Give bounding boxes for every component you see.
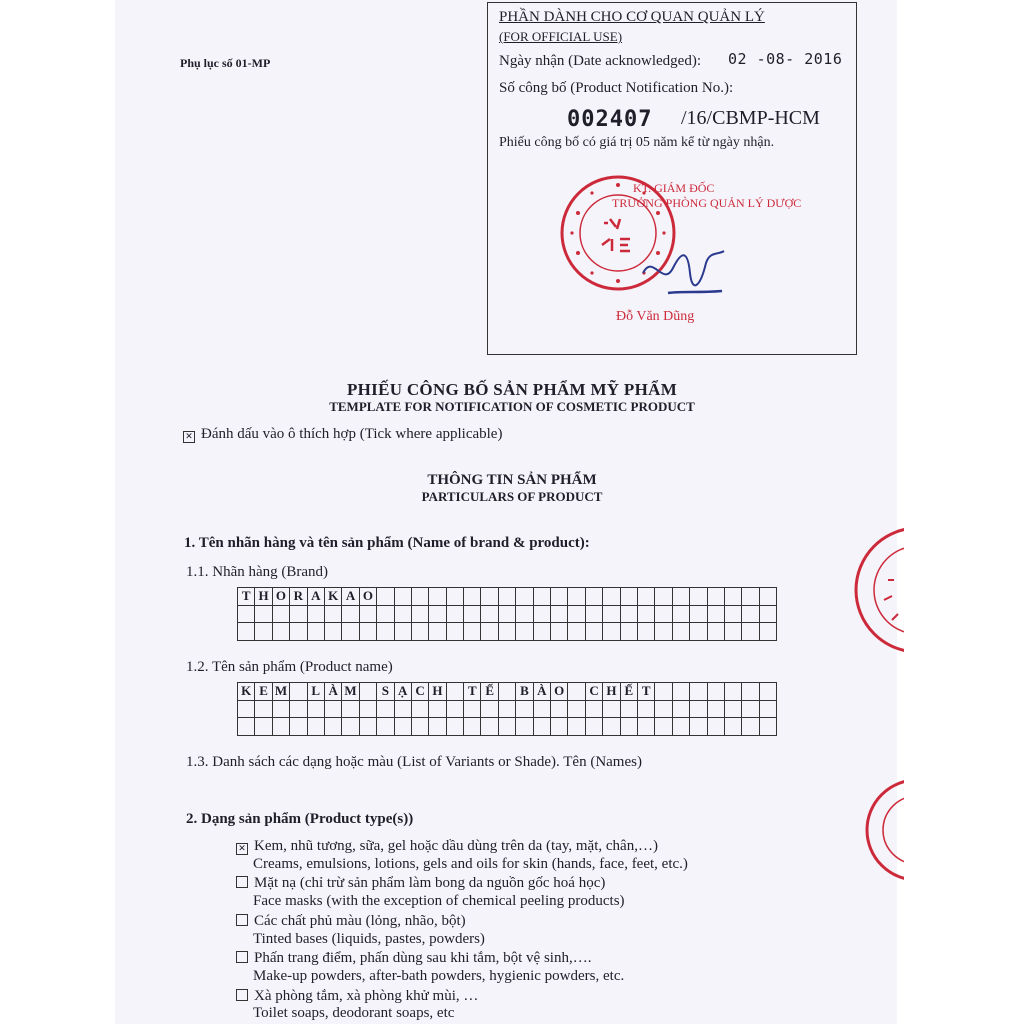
option-vi: Phấn trang điểm, phấn dùng sau khi tắm, bột vệ sinh,…. [254, 950, 592, 966]
option-vi: Mặt nạ (chỉ trừ sản phẩm làm bong da nguồn gốc hoá học) [254, 875, 606, 891]
grid-cell[interactable] [637, 605, 654, 623]
form-title: PHIẾU CÔNG BỐ SẢN PHẨM MỸ PHẨM [346, 380, 678, 399]
grid-cell[interactable] [377, 718, 394, 736]
option-en: Toilet soaps, deodorant soaps, etc [253, 1005, 455, 1021]
grid-cell[interactable] [307, 700, 324, 718]
option-en: Tinted bases (liquids, pastes, powders) [253, 931, 485, 947]
appendix-label: Phụ lục số 01-MP [180, 56, 271, 70]
grid-cell[interactable] [342, 718, 359, 736]
grid-cell[interactable] [742, 605, 759, 623]
grid-cell[interactable] [585, 623, 602, 641]
grid-cell[interactable] [672, 683, 689, 701]
grid-cell[interactable] [394, 605, 411, 623]
grid-cell[interactable] [272, 623, 289, 641]
option-vi: Kem, nhũ tương, sữa, gel hoặc dầu dùng trên da (tay, mặt, chân,…) [254, 838, 658, 854]
grid-cell[interactable] [533, 623, 550, 641]
grid-cell[interactable] [411, 605, 428, 623]
grid-cell[interactable] [690, 605, 707, 623]
grid-cell[interactable]: À [324, 683, 341, 701]
grid-cell[interactable] [359, 700, 376, 718]
grid-cell[interactable] [498, 683, 515, 701]
checkbox-icon[interactable] [236, 951, 248, 963]
grid-cell[interactable] [481, 700, 498, 718]
grid-cell[interactable] [516, 700, 533, 718]
grid-cell[interactable] [707, 718, 724, 736]
grid-cell[interactable] [446, 588, 463, 606]
grid-cell[interactable] [568, 700, 585, 718]
grid-cell[interactable] [603, 605, 620, 623]
grid-cell[interactable] [272, 718, 289, 736]
grid-cell[interactable] [672, 700, 689, 718]
grid-cell[interactable] [585, 700, 602, 718]
grid-cell[interactable] [498, 588, 515, 606]
option-vi: Các chất phủ màu (lỏng, nhão, bột) [254, 913, 466, 929]
option-en: Make-up powders, after-bath powders, hygienic powders, etc. [253, 968, 625, 984]
grid-cell[interactable] [377, 623, 394, 641]
grid-cell[interactable] [637, 700, 654, 718]
grid-cell[interactable] [620, 588, 637, 606]
grid-cell[interactable] [359, 623, 376, 641]
grid-cell[interactable] [411, 623, 428, 641]
grid-cell[interactable] [411, 718, 428, 736]
grid-cell[interactable]: A [342, 588, 359, 606]
grid-cell[interactable] [394, 588, 411, 606]
grid-cell[interactable]: A [307, 588, 324, 606]
grid-cell[interactable]: R [290, 588, 307, 606]
grid-cell[interactable] [707, 700, 724, 718]
grid-cell[interactable] [290, 718, 307, 736]
grid-cell[interactable] [411, 588, 428, 606]
option-en: Creams, emulsions, lotions, gels and oils for skin (hands, face, feet, etc.) [253, 856, 688, 872]
grid-cell[interactable] [655, 683, 672, 701]
grid-cell[interactable] [551, 700, 568, 718]
grid-cell[interactable]: H [255, 588, 272, 606]
signer-role-1: KT. GIÁM ĐỐC [633, 181, 715, 195]
question-1-heading: 1. Tên nhãn hàng và tên sản phẩm (Name of brand & product): [184, 535, 590, 551]
grid-cell[interactable] [238, 718, 255, 736]
grid-cell[interactable] [672, 588, 689, 606]
grid-cell[interactable] [516, 623, 533, 641]
grid-cell[interactable] [724, 605, 741, 623]
grid-cell[interactable] [759, 718, 776, 736]
grid-cell[interactable] [568, 683, 585, 701]
grid-cell[interactable] [551, 623, 568, 641]
product-type-option-3[interactable] [236, 913, 466, 930]
grid-cell[interactable]: O [551, 683, 568, 701]
grid-cell[interactable]: T [464, 683, 481, 701]
grid-cell[interactable] [655, 623, 672, 641]
grid-cell[interactable]: K [324, 588, 341, 606]
grid-cell[interactable] [707, 605, 724, 623]
grid-cell[interactable] [290, 683, 307, 701]
checked-box-icon: ✕ [183, 431, 195, 443]
grid-cell[interactable] [498, 700, 515, 718]
grid-cell[interactable] [516, 605, 533, 623]
section-subtitle: PARTICULARS OF PRODUCT [421, 489, 603, 504]
grid-cell[interactable] [446, 623, 463, 641]
grid-cell[interactable] [533, 588, 550, 606]
grid-cell[interactable] [620, 700, 637, 718]
grid-cell[interactable] [272, 700, 289, 718]
official-title: PHẦN DÀNH CHO CƠ QUAN QUẢN LÝ [499, 9, 765, 25]
grid-cell[interactable] [551, 718, 568, 736]
grid-cell[interactable] [359, 683, 376, 701]
grid-cell[interactable] [481, 718, 498, 736]
grid-cell[interactable] [742, 623, 759, 641]
product-name-label: 1.2. Tên sản phẩm (Product name) [186, 659, 393, 675]
grid-cell[interactable] [637, 588, 654, 606]
grid-cell[interactable] [429, 605, 446, 623]
grid-cell[interactable] [690, 700, 707, 718]
date-acknowledged-value: 02 -08- 2016 [728, 50, 843, 68]
grid-cell[interactable] [446, 700, 463, 718]
grid-cell[interactable] [742, 718, 759, 736]
notification-number-label: Số công bố (Product Notification No.): [499, 80, 734, 96]
signature-icon [638, 233, 728, 303]
validity-note: Phiếu công bố có giá trị 05 năm kể từ ngày nhận. [499, 135, 775, 150]
grid-cell[interactable] [742, 683, 759, 701]
grid-cell[interactable] [568, 718, 585, 736]
grid-cell[interactable] [672, 718, 689, 736]
grid-cell[interactable] [429, 623, 446, 641]
grid-cell[interactable] [481, 605, 498, 623]
grid-cell[interactable] [707, 683, 724, 701]
product-name-grid[interactable] [237, 682, 777, 736]
grid-cell[interactable] [290, 623, 307, 641]
grid-cell[interactable] [637, 718, 654, 736]
grid-cell[interactable]: B [516, 683, 533, 701]
grid-cell[interactable] [707, 623, 724, 641]
grid-cell[interactable] [637, 623, 654, 641]
grid-cell[interactable] [551, 605, 568, 623]
grid-cell[interactable] [655, 605, 672, 623]
grid-cell[interactable]: C [411, 683, 428, 701]
notification-number: 002407 [567, 107, 653, 132]
grid-cell[interactable] [394, 623, 411, 641]
grid-cell[interactable] [411, 700, 428, 718]
grid-cell[interactable] [481, 623, 498, 641]
grid-cell[interactable] [307, 623, 324, 641]
grid-cell[interactable]: S [377, 683, 394, 701]
grid-cell[interactable] [238, 605, 255, 623]
grid-cell[interactable]: C [585, 683, 602, 701]
grid-cell[interactable] [585, 588, 602, 606]
official-subtitle: (FOR OFFICIAL USE) [499, 29, 623, 44]
grid-cell[interactable] [759, 588, 776, 606]
grid-cell[interactable] [498, 623, 515, 641]
grid-cell[interactable] [568, 623, 585, 641]
grid-cell[interactable] [724, 683, 741, 701]
grid-cell[interactable]: K [238, 683, 255, 701]
grid-cell[interactable] [498, 718, 515, 736]
grid-cell[interactable] [342, 623, 359, 641]
grid-cell[interactable] [238, 700, 255, 718]
grid-cell[interactable] [533, 605, 550, 623]
grid-cell[interactable] [359, 718, 376, 736]
grid-cell[interactable] [238, 623, 255, 641]
official-use-box [487, 2, 857, 355]
grid-cell[interactable] [707, 588, 724, 606]
grid-cell[interactable] [759, 623, 776, 641]
grid-cell[interactable] [742, 588, 759, 606]
checked-box-icon[interactable]: ✕ [236, 843, 248, 855]
grid-cell[interactable]: T [637, 683, 654, 701]
grid-cell[interactable]: À [533, 683, 550, 701]
grid-cell[interactable] [672, 623, 689, 641]
grid-cell[interactable] [429, 588, 446, 606]
grid-cell[interactable] [464, 588, 481, 606]
grid-cell[interactable] [290, 605, 307, 623]
grid-cell[interactable] [377, 588, 394, 606]
grid-cell[interactable]: H [603, 683, 620, 701]
grid-cell[interactable] [690, 623, 707, 641]
checkbox-icon[interactable] [236, 989, 248, 1001]
grid-cell[interactable] [324, 623, 341, 641]
grid-cell[interactable] [742, 700, 759, 718]
grid-cell[interactable] [324, 718, 341, 736]
grid-cell[interactable] [585, 605, 602, 623]
grid-cell[interactable]: Ạ [394, 683, 411, 701]
grid-cell[interactable] [498, 605, 515, 623]
grid-cell[interactable] [568, 588, 585, 606]
date-acknowledged-label: Ngày nhận (Date acknowledged): [499, 53, 702, 69]
grid-cell[interactable] [255, 623, 272, 641]
tick-note-text: Đánh dấu vào ô thích hợp (Tick where applicable) [201, 426, 503, 442]
grid-cell[interactable] [620, 718, 637, 736]
grid-cell[interactable]: M [272, 683, 289, 701]
grid-cell[interactable]: M [342, 683, 359, 701]
grid-cell[interactable] [464, 718, 481, 736]
product-type-option-1[interactable] [236, 838, 658, 855]
notification-suffix: /16/CBMP-HCM [681, 107, 820, 129]
grid-cell[interactable]: L [307, 683, 324, 701]
grid-cell[interactable] [446, 683, 463, 701]
grid-cell[interactable] [724, 588, 741, 606]
grid-cell[interactable] [290, 700, 307, 718]
grid-cell[interactable] [272, 605, 289, 623]
grid-cell[interactable] [655, 588, 672, 606]
grid-cell[interactable] [255, 718, 272, 736]
grid-cell[interactable] [759, 683, 776, 701]
product-type-option-4[interactable] [236, 950, 591, 967]
grid-cell[interactable] [324, 700, 341, 718]
grid-cell[interactable] [324, 605, 341, 623]
grid-cell[interactable] [429, 700, 446, 718]
grid-cell[interactable] [342, 700, 359, 718]
grid-cell[interactable] [620, 623, 637, 641]
checkbox-icon[interactable] [236, 914, 248, 926]
grid-cell[interactable] [620, 605, 637, 623]
variants-label: 1.3. Danh sách các dạng hoặc màu (List of Variants or Shade). Tên (Names) [186, 754, 642, 770]
grid-cell[interactable] [585, 718, 602, 736]
grid-cell[interactable] [377, 605, 394, 623]
grid-cell[interactable] [603, 623, 620, 641]
grid-cell[interactable] [255, 700, 272, 718]
grid-cell[interactable] [533, 718, 550, 736]
grid-cell[interactable] [394, 718, 411, 736]
checkbox-icon[interactable] [236, 876, 248, 888]
grid-cell[interactable]: Ế [620, 683, 637, 701]
grid-cell[interactable]: H [429, 683, 446, 701]
grid-cell[interactable] [516, 718, 533, 736]
grid-cell[interactable] [724, 623, 741, 641]
grid-cell[interactable] [342, 605, 359, 623]
product-type-option-5[interactable] [236, 988, 478, 1005]
grid-cell[interactable]: E [255, 683, 272, 701]
grid-cell[interactable] [603, 588, 620, 606]
grid-cell[interactable] [516, 588, 533, 606]
grid-cell[interactable] [690, 588, 707, 606]
brand-grid[interactable] [237, 587, 777, 641]
grid-cell[interactable] [307, 718, 324, 736]
form-subtitle: TEMPLATE FOR NOTIFICATION OF COSMETIC PRODUCT [329, 399, 695, 414]
grid-cell[interactable] [724, 700, 741, 718]
grid-cell[interactable] [568, 605, 585, 623]
signer-role-2: TRƯỞNG PHÒNG QUẢN LÝ DƯỢC [612, 196, 802, 210]
grid-cell[interactable] [359, 605, 376, 623]
tick-note [183, 426, 502, 443]
grid-cell[interactable] [429, 718, 446, 736]
section-title: THÔNG TIN SẢN PHẨM [427, 472, 597, 488]
signer-name: Đỗ Văn Dũng [616, 309, 695, 324]
grid-cell[interactable] [724, 718, 741, 736]
partial-stamp-icon [862, 775, 904, 885]
option-en: Face masks (with the exception of chemical peeling products) [253, 893, 625, 909]
option-vi: Xà phòng tắm, xà phòng khử mùi, … [254, 988, 479, 1004]
grid-cell[interactable]: O [272, 588, 289, 606]
product-type-option-2[interactable] [236, 875, 605, 892]
grid-cell[interactable] [446, 605, 463, 623]
grid-cell[interactable]: T [238, 588, 255, 606]
grid-cell[interactable] [464, 605, 481, 623]
grid-cell[interactable] [464, 623, 481, 641]
grid-cell[interactable] [759, 605, 776, 623]
grid-cell[interactable] [533, 700, 550, 718]
grid-cell[interactable] [655, 718, 672, 736]
question-2-heading: 2. Dạng sản phẩm (Product type(s)) [186, 811, 414, 827]
grid-cell[interactable] [603, 718, 620, 736]
grid-cell[interactable] [690, 683, 707, 701]
grid-cell[interactable] [464, 700, 481, 718]
grid-cell[interactable] [655, 700, 672, 718]
grid-cell[interactable] [446, 718, 463, 736]
grid-cell[interactable] [307, 605, 324, 623]
grid-cell[interactable] [690, 718, 707, 736]
partial-stamp-icon [848, 520, 904, 660]
brand-label: 1.1. Nhãn hàng (Brand) [186, 564, 329, 580]
grid-cell[interactable] [255, 605, 272, 623]
grid-cell[interactable] [394, 700, 411, 718]
grid-cell[interactable] [551, 588, 568, 606]
grid-cell[interactable]: O [359, 588, 376, 606]
grid-cell[interactable]: Ế [481, 683, 498, 701]
grid-cell[interactable] [672, 605, 689, 623]
grid-cell[interactable] [603, 700, 620, 718]
grid-cell[interactable] [759, 700, 776, 718]
grid-cell[interactable] [481, 588, 498, 606]
grid-cell[interactable] [377, 700, 394, 718]
